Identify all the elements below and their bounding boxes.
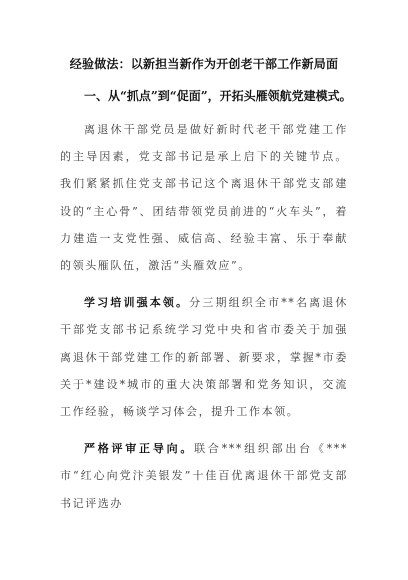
section-heading: 一、从“抓点”到“促面”，开拓头雁领航党建模式。 — [84, 89, 352, 103]
paragraph-text: 离退休干部党员是做好新时代老干部党建工作的主导因素，党支部书记是承上启下的关键节点。我们紧紧抓住党支部书记这个离退休干部党支部建设的“主心骨”、团结带领党员前进的“火车头”，着力建造一支党性强、威信高、经验丰富、乐于奉献的领头雁队伍，激活“头雁效应”。 — [60, 123, 348, 273]
paragraph-text: 联合***组织部出台《***市“红心向党汴美银发”十佳百优离退休干部党支部书记评选办 — [60, 442, 348, 510]
paragraph — [60, 289, 348, 425]
paragraph-text: 分三期组织全市**名离退休干部党支部书记系统学习党中央和省市委关于加强离退休干部党建工作的新部署、新要求，掌握*市委关于*建设*城市的重大决策部署和党务知识，交流工作经验，畅谈学习体会，提升工作本领。 — [60, 296, 348, 419]
paragraph — [60, 116, 348, 279]
document-title: 经验做法：以新担当新作为开创老干部工作新局面 — [69, 57, 339, 71]
paragraph — [60, 435, 348, 517]
paragraph-lead: 严格评审正导向。 — [84, 442, 195, 456]
paragraph-lead: 学习培训强本领。 — [84, 296, 190, 310]
